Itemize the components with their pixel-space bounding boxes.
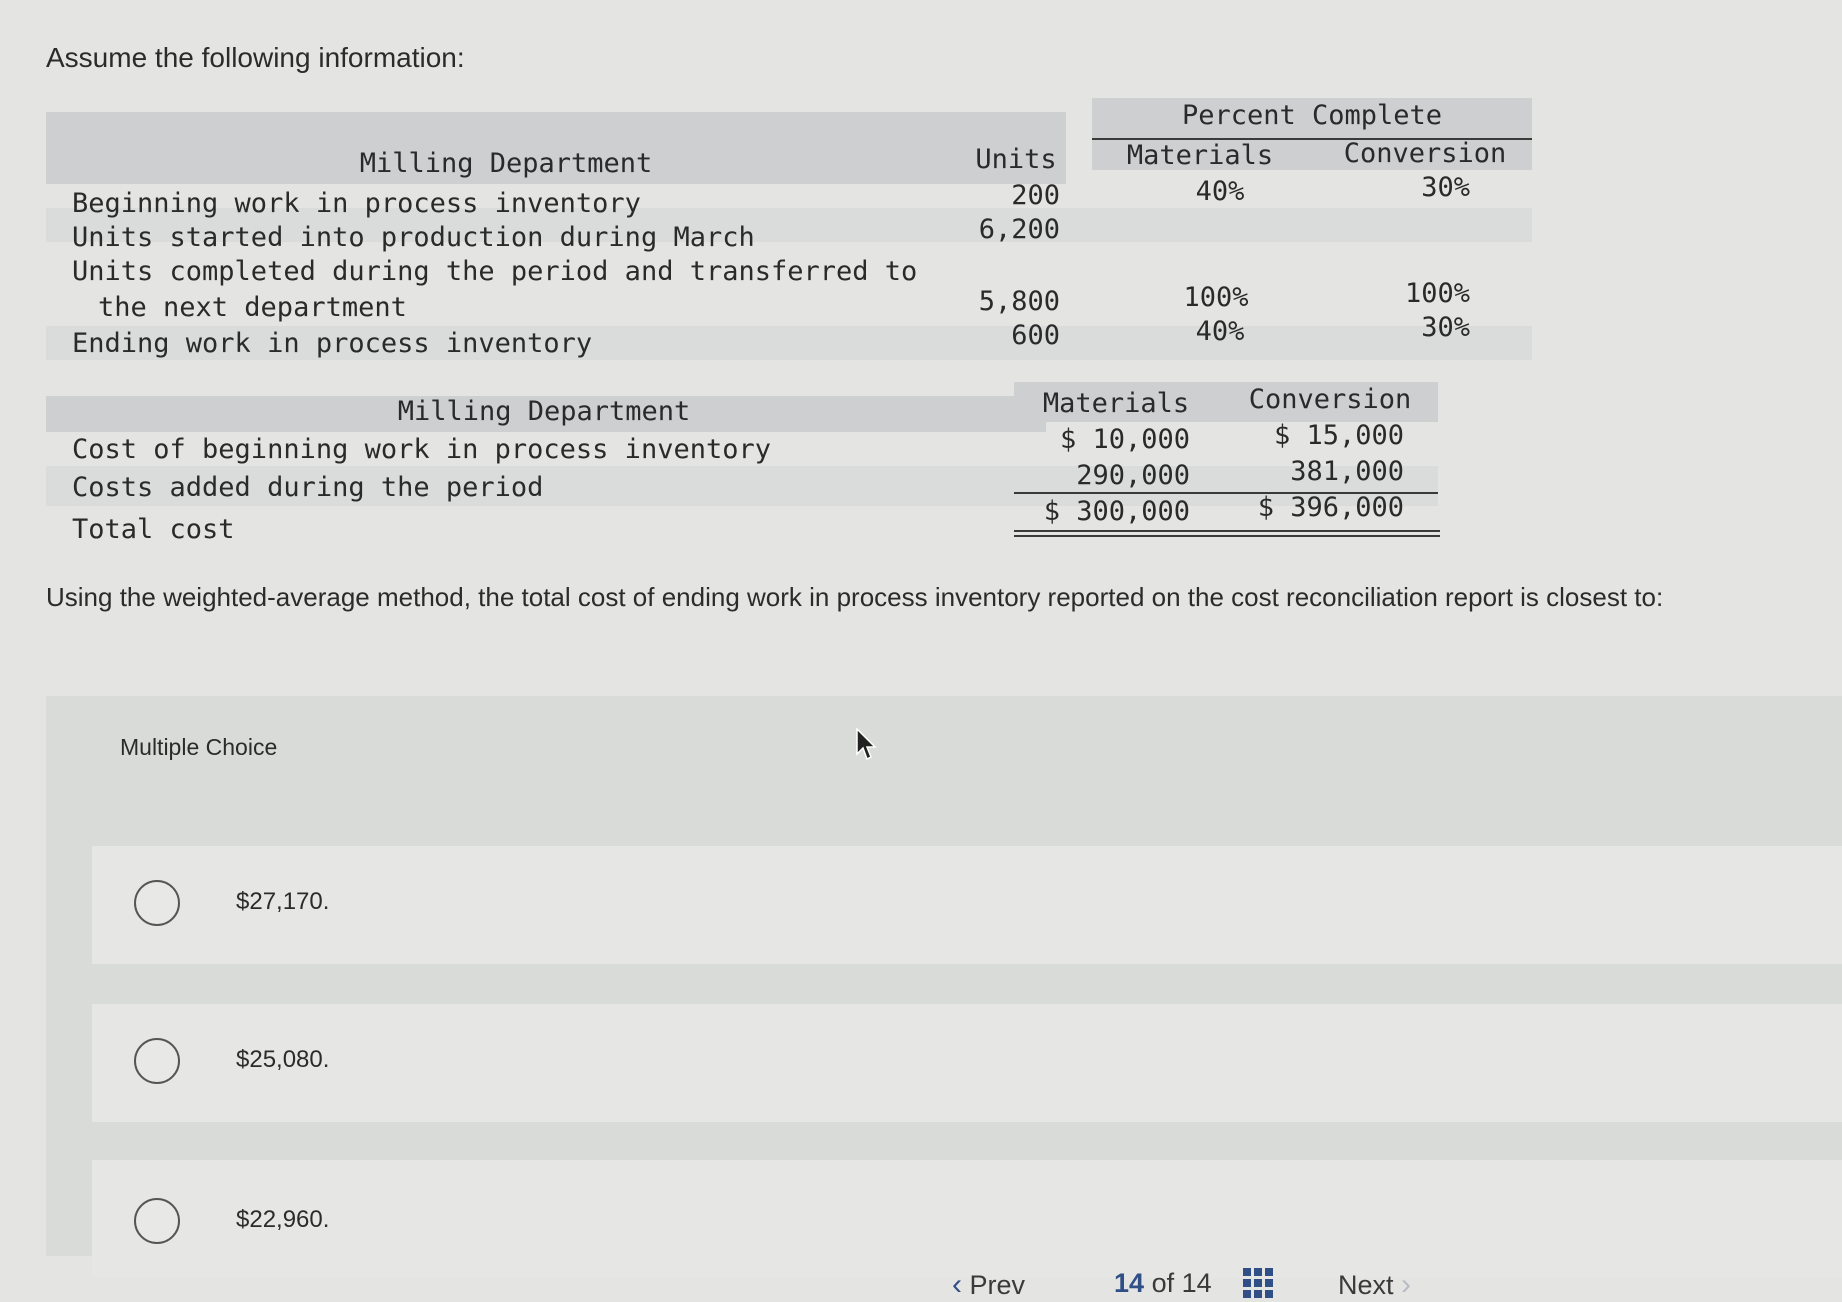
col-header-dept: Milling Department: [359, 148, 653, 179]
row-units: 6,200: [978, 214, 1060, 245]
radio-icon[interactable]: [134, 1038, 180, 1084]
multiple-choice-title: Multiple Choice: [120, 734, 278, 760]
total-double-rule-top: [1014, 530, 1440, 532]
row-materials: 40%: [1195, 176, 1245, 207]
next-button[interactable]: [1338, 1268, 1411, 1302]
page-current: 14: [1114, 1268, 1145, 1298]
radio-icon[interactable]: [134, 880, 180, 926]
row-units: 600: [1011, 320, 1060, 351]
prev-label: Prev: [969, 1270, 1026, 1300]
choice-option-1[interactable]: [92, 846, 1842, 964]
row-label: Units started into production during March: [72, 222, 755, 253]
row-label: Units completed during the period and transferred to: [72, 256, 918, 287]
grid-icon[interactable]: [1243, 1268, 1273, 1298]
radio-icon[interactable]: [134, 1198, 180, 1244]
choice-option-3[interactable]: [92, 1160, 1842, 1278]
total-double-rule-bottom: [1014, 535, 1440, 537]
page-of: of: [1151, 1268, 1175, 1298]
col-header-units: Units: [975, 144, 1057, 175]
row-materials-total: $ 300,000: [1043, 496, 1190, 527]
chevron-right-icon: ›: [1401, 1268, 1412, 1301]
row-materials: $ 10,000: [1059, 424, 1190, 455]
next-label: Next: [1338, 1270, 1394, 1300]
question-text: Using the weighted-average method, the total cost of ending work in process inventory reported on the cost reconciliation report is closest to:: [46, 582, 1664, 612]
row-materials: 40%: [1195, 316, 1245, 347]
choice-label[interactable]: $22,960.: [236, 1206, 330, 1233]
row-units: 200: [1011, 180, 1060, 211]
choice-label[interactable]: $27,170.: [236, 888, 330, 915]
row-conversion: 100%: [1404, 278, 1470, 309]
col-header-conversion: Conversion: [1343, 138, 1507, 169]
row-conversion: 381,000: [1290, 456, 1404, 487]
choice-option-2[interactable]: [92, 1004, 1842, 1122]
page-total: 14: [1181, 1268, 1212, 1298]
row-label: Beginning work in process inventory: [72, 188, 641, 219]
page-indicator: [1114, 1268, 1212, 1299]
row-materials: 100%: [1183, 282, 1249, 313]
row-label: Ending work in process inventory: [72, 328, 593, 359]
row-materials: 290,000: [1076, 460, 1190, 491]
intro-text: Assume the following information:: [46, 42, 465, 73]
row-conversion: 30%: [1421, 312, 1470, 343]
row-label: Costs added during the period: [72, 472, 544, 503]
row-conversion-total: $ 396,000: [1257, 492, 1404, 523]
chevron-left-icon: ‹: [952, 1268, 962, 1301]
prev-button[interactable]: [952, 1268, 1025, 1302]
row-label-continued: the next department: [98, 292, 407, 323]
row-label: Total cost: [72, 514, 235, 545]
row-units: 5,800: [978, 286, 1060, 317]
row-conversion: $ 15,000: [1273, 420, 1404, 451]
row-conversion: 30%: [1421, 172, 1470, 203]
col-header-materials: Materials: [1042, 388, 1190, 419]
col-header-conversion: Conversion: [1248, 384, 1412, 415]
col-header-materials: Materials: [1126, 140, 1274, 171]
mouse-cursor-icon: [856, 728, 878, 762]
choice-label[interactable]: $25,080.: [236, 1046, 330, 1073]
row-label: Cost of beginning work in process inventory: [72, 434, 771, 465]
col-header-dept: Milling Department: [397, 396, 691, 427]
percent-complete-header: Percent Complete: [1181, 100, 1443, 131]
